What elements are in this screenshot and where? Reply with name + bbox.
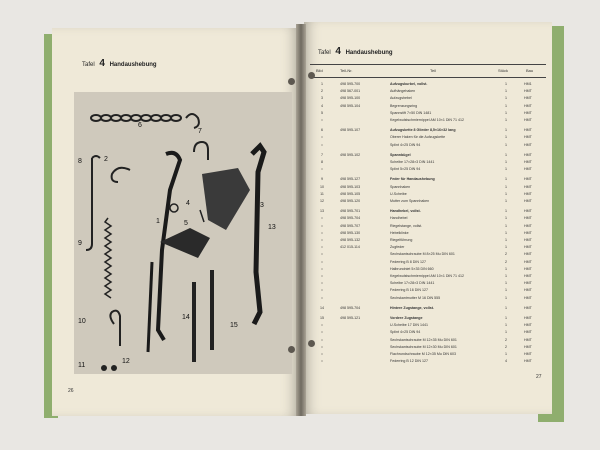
cell-quantity: 1 (505, 295, 507, 300)
cell-bild: 2 (321, 89, 323, 94)
cell-quantity: 1 (505, 142, 507, 147)
right-header-title: Handaushebung (345, 50, 393, 56)
cell-part-number: 498 595-103 (340, 184, 361, 189)
cell-bild: • (321, 266, 323, 271)
hook-2-part (112, 168, 130, 182)
table-row (304, 160, 552, 165)
cell-quantity: 1 (505, 238, 507, 242)
cell-description: Flachrundschraube M 12×35 Mu DIN 603 (390, 352, 457, 356)
cell-model: HMT (524, 323, 532, 328)
table-row (304, 118, 552, 123)
table-row (304, 274, 552, 279)
cell-description: Federring B 12 DIN 127 (390, 359, 428, 364)
cell-bild: • (321, 142, 323, 147)
cell-bild: • (321, 259, 323, 264)
cell-model: HMT (524, 274, 532, 278)
cell-model: HMT (524, 344, 532, 349)
cell-bild: • (321, 281, 323, 286)
cell-description: Aufzugskette 8 Glieder 8,5×16×32 lang (390, 128, 456, 133)
table-row (304, 82, 552, 87)
cell-model: HMT (524, 184, 532, 189)
cell-description: Oberer Haken für die Aufzugskette (390, 135, 446, 140)
table-row (304, 143, 552, 148)
left-header-prefix: Tafel (82, 62, 95, 68)
cell-model: HMT (524, 152, 532, 157)
cell-model: HMT (524, 118, 532, 122)
cell-part-number: 498 595-707 (340, 223, 361, 228)
callout-8: 8 (78, 158, 82, 165)
cell-part-number: 498 595-132 (340, 238, 361, 242)
cell-quantity: 1 (505, 288, 507, 293)
cell-quantity: 1 (505, 103, 507, 108)
hook-10-part (110, 311, 120, 346)
binding-hole-top-right (308, 72, 315, 79)
cell-part-number: 498 595-130 (340, 230, 361, 235)
cell-model: HMT (524, 209, 532, 214)
cell-description: U-Scheibe (390, 191, 407, 196)
hook-7-part (194, 142, 208, 160)
table-row (304, 135, 552, 140)
cell-description: Sechskantschraube M 12×35 Mu DIN 601 (390, 337, 457, 342)
rod-8-part (86, 156, 100, 250)
cell-quantity: 1 (505, 281, 507, 286)
cell-description: U-Scheibe 17 DIN 1441 (390, 323, 428, 328)
binding-hole-top-left (288, 78, 295, 85)
cell-bild: • (321, 216, 323, 221)
parts-illustration (74, 92, 292, 374)
cell-bild: • (321, 295, 323, 300)
table-row (304, 104, 552, 109)
cell-part-number: 412 015-114 (340, 245, 360, 250)
gutter-shadow (296, 24, 306, 416)
table-row (304, 245, 552, 250)
binding-hole-bottom-right (308, 340, 315, 347)
cell-bild: • (321, 330, 323, 335)
cell-model: HMT (524, 238, 532, 242)
cell-model: HMT (524, 330, 532, 335)
left-page-header (82, 58, 157, 69)
table-row (304, 281, 552, 286)
table-row (304, 153, 552, 158)
left-header-title: Handaushebung (109, 62, 157, 68)
cell-description: Aufhängehaken (390, 89, 416, 94)
table-row (304, 128, 552, 133)
table-row (304, 96, 552, 101)
cell-quantity: 1 (505, 128, 507, 133)
cell-description: Scheibe 17×28×3 DIN 1441 (390, 160, 435, 164)
cell-quantity: 1 (505, 160, 507, 164)
cell-quantity: 1 (505, 82, 507, 86)
cell-part-number: 498 595-107 (340, 128, 361, 133)
cell-model: HMT (524, 128, 532, 133)
cell-quantity: 1 (505, 96, 507, 101)
cell-description: Handhebel (390, 216, 408, 221)
table-row (304, 316, 552, 321)
cell-bild: 4 (321, 103, 323, 108)
cell-part-number: 498 595-120 (340, 199, 361, 203)
cell-bild: • (321, 359, 323, 364)
cell-description: Kegelwulstschmiernippel AM 10×1 DIN 71 412 (390, 274, 465, 278)
cell-part-number: 498 595-701 (340, 209, 361, 214)
table-row (304, 359, 552, 364)
cell-description: Zugfeder (390, 245, 405, 250)
right-header-prefix: Tafel (318, 50, 331, 56)
cell-model: HMT (524, 295, 532, 300)
cell-part-number: 498 595-704 (340, 216, 361, 221)
cell-model: HMT (524, 167, 532, 172)
cell-description: Federring B 16 DIN 127 (390, 288, 428, 293)
cell-description: Spannhaken (390, 184, 411, 189)
cell-bild: 11 (320, 191, 324, 196)
cell-part-number: 498 595-105 (340, 191, 361, 196)
callout-10: 10 (78, 318, 86, 325)
plate-3-part (202, 168, 250, 230)
cell-quantity: 1 (505, 184, 507, 189)
table-row (304, 177, 552, 182)
quadrant-part (160, 228, 210, 258)
cell-model: HMT (524, 305, 532, 310)
cell-bild: • (321, 245, 323, 250)
cell-description: Handhebel, vollst. (390, 209, 421, 214)
cell-quantity: 1 (505, 209, 507, 214)
cell-quantity: 1 (505, 330, 507, 335)
cell-quantity: 4 (505, 359, 507, 364)
cell-bild: • (321, 167, 323, 172)
cell-model: HMT (524, 252, 532, 257)
table-row (304, 89, 552, 94)
cell-quantity: 1 (505, 135, 507, 140)
callout-13: 13 (268, 224, 276, 231)
cell-quantity: 1 (505, 118, 507, 122)
cell-bild: 15 (320, 316, 324, 320)
cell-bild: 13 (320, 209, 324, 214)
callout-3: 3 (260, 202, 264, 209)
cell-quantity: 1 (505, 316, 507, 320)
cell-bild: • (321, 238, 323, 242)
col-teil-nr: Teil-Nr. (340, 68, 353, 73)
table-row (304, 306, 552, 311)
cell-model: HMT (524, 337, 532, 342)
cell-bild: • (321, 223, 323, 228)
table-row (304, 288, 552, 293)
cell-description: Feder für Handaushebung (390, 177, 435, 182)
washer-11-part (101, 365, 107, 371)
cell-bild: • (321, 252, 323, 257)
cell-bild: • (321, 135, 323, 140)
cell-description: Begrenzungsring (390, 103, 418, 108)
cell-part-number: 498 595-121 (340, 316, 361, 320)
cell-quantity: 1 (505, 274, 507, 278)
cell-quantity: 1 (505, 167, 507, 172)
table-row (304, 167, 552, 172)
cell-part-number: 498 595-700 (340, 82, 361, 86)
cell-model: HMT (524, 316, 532, 320)
cell-description: Sechskantschraube M 12×30 Mu DIN 601 (390, 344, 457, 349)
cell-part-number: 498 595-102 (340, 152, 361, 157)
rod-14-part (192, 282, 196, 362)
cell-model: HMT (524, 266, 532, 271)
cell-model: HMT (524, 191, 532, 196)
callout-15: 15 (230, 322, 238, 329)
cell-model: HMT (524, 89, 532, 94)
cell-quantity: 1 (505, 230, 507, 235)
table-row (304, 323, 552, 328)
table-row (304, 231, 552, 236)
cell-bild: 3 (321, 96, 323, 101)
right-page-header (318, 46, 393, 57)
cell-quantity: 1 (505, 110, 507, 115)
parts-table-header (310, 64, 546, 78)
cell-description: Spannbügel (390, 152, 411, 157)
cell-model: HMT (524, 96, 532, 101)
cell-quantity: 1 (505, 305, 507, 310)
cell-quantity: 1 (505, 191, 507, 196)
cell-bild: 5 (321, 110, 323, 115)
table-row (304, 260, 552, 265)
chain-part (91, 114, 199, 128)
cell-bild: 6 (321, 128, 323, 133)
rod-15-part (210, 270, 214, 350)
callout-4: 4 (186, 200, 190, 207)
right-page (304, 22, 552, 414)
right-header-number: 4 (335, 46, 341, 57)
binding-hole-bottom-left (288, 346, 295, 353)
cell-model: HMT (524, 216, 532, 221)
col-stueck: Stück (498, 68, 509, 73)
table-row (304, 224, 552, 229)
cell-bild: 12 (320, 199, 324, 203)
cell-part-number: 498 595-100 (340, 96, 361, 101)
cell-bild: 7 (321, 152, 323, 157)
cell-quantity: 1 (505, 177, 507, 182)
cell-description: Federring B 8 DIN 127 (390, 259, 426, 264)
table-row (304, 338, 552, 343)
cell-model: HM1 (524, 82, 532, 86)
table-row (304, 216, 552, 221)
cell-model: HMT (524, 199, 532, 203)
callout-5: 5 (184, 220, 188, 227)
cell-model: HMT (524, 223, 532, 228)
callout-14: 14 (182, 314, 190, 321)
cell-quantity: 1 (505, 266, 507, 271)
cell-description: Kegelwulstschmiernippel AM 10×1 DIN 71 412 (390, 118, 465, 122)
cell-bild: • (321, 230, 323, 235)
callout-7: 7 (198, 128, 202, 135)
table-row (304, 352, 552, 357)
cell-part-number: 498 595-704 (340, 305, 361, 310)
table-row (304, 209, 552, 214)
cell-model: HMT (524, 142, 532, 147)
table-row (304, 267, 552, 272)
callout-12: 12 (122, 358, 130, 365)
table-row (304, 199, 552, 204)
cell-description: Riegelstange, vollst. (390, 223, 423, 228)
cell-model: HMT (524, 110, 532, 115)
parts-drawing (74, 92, 292, 374)
cell-quantity: 1 (505, 323, 507, 328)
cell-part-number: 498 595-127 (340, 177, 361, 182)
table-row (304, 345, 552, 350)
cell-model: HMT (524, 359, 532, 364)
cell-bild: • (321, 118, 323, 122)
cell-bild: 1 (321, 82, 323, 86)
cell-quantity: 1 (505, 199, 507, 203)
left-header-number: 4 (99, 58, 105, 69)
col-bau: Bau (526, 68, 534, 73)
table-row (304, 192, 552, 197)
table-row (304, 252, 552, 257)
cell-model: HMT (524, 160, 532, 164)
cell-description: Sechskantmutter M 16 DIN 555 (390, 295, 441, 300)
cell-bild: 9 (321, 177, 323, 182)
cell-quantity: 1 (505, 245, 507, 250)
callout-1: 1 (156, 218, 160, 225)
cell-description: Riegelführung (390, 238, 413, 242)
cell-quantity: 1 (505, 352, 507, 356)
cell-model: HMT (524, 281, 532, 286)
cell-description: Splint 5×25 DIN 94 (390, 167, 421, 172)
ring-4-part (170, 204, 178, 212)
cell-part-number: 498 567-001 (340, 89, 361, 94)
table-row (304, 296, 552, 301)
cell-description: Halbrundniet 5×35 DIN 660 (390, 266, 434, 271)
cell-bild: 14 (320, 305, 324, 310)
cell-description: Hintere Zugstange, vollst. (390, 305, 434, 310)
cell-bild: • (321, 352, 323, 356)
cell-description: Scheibe 17×28×3 DIN 1441 (390, 281, 435, 286)
cell-model: HMT (524, 259, 532, 264)
cell-description: Sechskantschraube M 8×25 Mu DIN 601 (390, 252, 455, 257)
cell-description: Aufzugskurbel, vollst. (390, 82, 428, 86)
cell-model: HMT (524, 230, 532, 235)
cell-quantity: 1 (505, 152, 507, 157)
cell-model: HMT (524, 352, 532, 356)
cell-description: Hebelklinke (390, 230, 409, 235)
left-page-number: 26 (68, 388, 74, 394)
cell-bild: 10 (320, 184, 324, 189)
left-page (52, 28, 298, 416)
handle-13-part (252, 146, 264, 324)
cell-model: HMT (524, 288, 532, 293)
cell-quantity: 1 (505, 89, 507, 94)
cell-description: Vordere Zugstange (390, 316, 423, 320)
cell-bild: • (321, 274, 323, 278)
table-row (304, 111, 552, 116)
table-row (304, 185, 552, 190)
right-page-number: 27 (536, 374, 542, 380)
cell-description: Splint 4×25 DIN 94 (390, 330, 421, 335)
table-row (304, 238, 552, 243)
spring-9-part (105, 218, 111, 298)
cell-part-number: 498 595-104 (340, 103, 361, 108)
table-row (304, 330, 552, 335)
callout-6: 6 (138, 122, 142, 129)
cell-description: Mutter zum Spannhaken (390, 199, 430, 203)
col-teil: Teil (430, 68, 437, 73)
cell-model: HMT (524, 135, 532, 140)
cell-model: HMT (524, 103, 532, 108)
cell-description: Splint 4×25 DIN 94 (390, 142, 421, 147)
cell-quantity: 1 (505, 216, 507, 221)
rod-1-lower (148, 262, 152, 352)
cell-bild: 8 (321, 160, 323, 164)
cell-bild: • (321, 323, 323, 328)
cell-model: HMT (524, 177, 532, 182)
parts-table-body (304, 82, 552, 382)
cell-quantity: 1 (505, 223, 507, 228)
cell-model: HMT (524, 245, 532, 250)
pin-5-part (200, 210, 204, 222)
callout-11: 11 (78, 362, 86, 369)
nut-12-part (111, 365, 117, 371)
cell-quantity: 2 (505, 344, 507, 349)
cell-description: Spannstift 7×50 DIN 1481 (390, 110, 432, 115)
cell-quantity: 2 (505, 259, 507, 264)
cell-bild: • (321, 337, 323, 342)
cell-bild: • (321, 288, 323, 293)
cell-bild: • (321, 344, 323, 349)
cell-description: Aufzugshebel (390, 96, 412, 101)
cell-quantity: 2 (505, 252, 507, 257)
callout-9: 9 (78, 240, 82, 247)
callout-2: 2 (104, 156, 108, 163)
cell-quantity: 2 (505, 337, 507, 342)
col-bild: Bild (316, 68, 323, 73)
